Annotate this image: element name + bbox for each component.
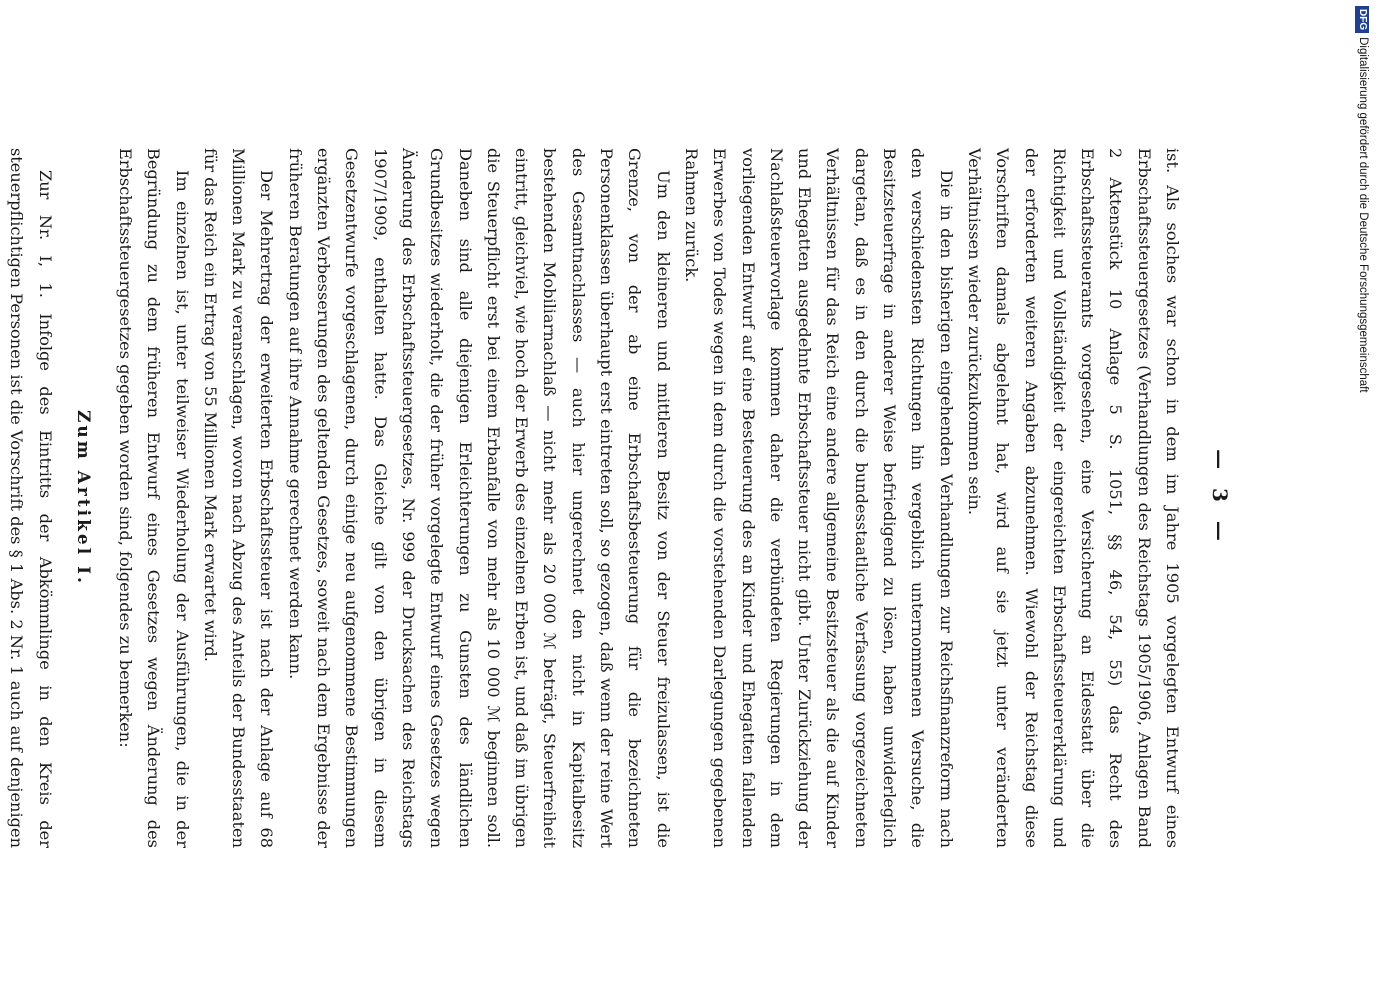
paragraph-2: Die in den bisherigen eingehenden Verhandlungen zur Reichsfinanzreform nach den verschiedensten Richtungen hin vergeblich unternommenen Versuche, die Besitzsteuerfrage in anderer Weise befriedigend zu lösen, haben unwiderleglich dargetan, daß es in den durch die bundesstaatliche Verfassung vorgezeichneten Verhältnissen für das Reich eine andere allgemeine Besitzsteuer als die auf Kinder und Ehegatten ausgedehnte Erbschaftssteuer nicht gibt. Unter Zurückziehung der Nachlaßsteuervorlage kommen daher die verbündeten Regierungen in dem vorliegenden Entwurf auf eine Besteuerung des an Kinder und Ehegatten fallenden Erwerbes von Todes wegen in dem durch die vorstehenden Darlegungen gegebenen Rahmen zurück.	[681, 148, 956, 848]
dfg-logo-icon: DFG	[1355, 6, 1369, 33]
paragraph-4: Der Mehrertrag der erweiterten Erbschaftssteuer ist nach der Anlage auf 68 Millionen Mark zu veranschlagen, wovon nach Abzug des Anteils der Bundesstaaten für das Reich ein Ertrag von 55 Millionen Mark erwartet wird.	[200, 148, 277, 848]
section-paragraph: Zur Nr. I, 1. Infolge des Eintritts der Abkömmlinge in den Kreis der steuerpflichtigen Personen ist die Vorschrift des § 1 Abs. 2 Nr. 1 auch auf denjenigen	[7, 148, 55, 848]
paragraph-5: Im einzelnen ist, unter teilweiser Wiederholung der Ausführungen, die in der Begründung zu dem früheren Entwurf eines Gesetzes wegen Änderung des Erbschaftssteuergesetzes gegeben worden sind, folgendes zu bemerken:	[116, 148, 192, 848]
credit-text: Digitalisierung gefördert durch die Deutsche Forschungsgemeinschaft	[1357, 37, 1369, 393]
paragraph-1: ist. Als solches war schon in dem im Jahre 1905 vorgelegten Entwurf eines Erbschaftssteuergesetzes (Verhandlungen des Reichstags 1905/1906, Anlagen Band 2 Aktenstück 10 Anlage 5 S. 1051, §§ 46, 54, 55) das Recht des Erbschaftssteueramts vorgesehen, eine Versicherung an Eidesstatt über die Richtigkeit und Vollständigkeit der eingereichten Erbschaftssteuererklärung und der erforderten weiteren Angaben abzunehmen. Wiewohl der Reichstag diese Vorschriften damals abgelehnt hat, wird auf sie jetzt unter veränderten Verhältnissen wieder zurückzukommen sein.	[964, 148, 1182, 848]
digitization-credit	[1356, 6, 1370, 786]
section-heading: Zum Artikel I.	[72, 410, 93, 586]
rotated-page	[7, 148, 1232, 848]
page-number-header: — 3 —	[1208, 449, 1232, 547]
paragraph-3: Um den kleineren und mittleren Besitz von der Steuer freizulassen, ist die Grenze, von der ab eine Erbschaftsbesteuerung für die bezeichneten Personenklassen überhaupt erst eintreten soll, so gezogen, daß wenn der reine Wert des Gesamtnachlasses — auch hier ungerechnet den nicht in Kapitalbesitz bestehenden Mobiliarnachlaß — nicht mehr als 20 000 ℳ beträgt, Steuerfreiheit eintritt, gleichviel, wie hoch der Erwerb des einzelnen Erben ist, und daß im übrigen die Steuerpflicht erst bei einem Erbanfalle von mehr als 10 000 ℳ beginnen soll. Daneben sind alle diejenigen Erleichterungen zu Gunsten des ländlichen Grundbesitzes wiederholt, die der früher vorgelegte Entwurf eines Gesetzes wegen Änderung des Erbschaftssteuergesetzes, Nr. 999 der Drucksachen des Reichstags 1907/1909, enthalten hatte. Das Gleiche gilt von den übrigen in diesem Gesetzentwurfe vorgeschlagenen, durch einige neu aufgenommene Bestimmungen ergänzten Verbesserungen des geltenden Gesetzes, soweit nach dem Ergebnisse der früheren Beratungen auf ihre Annahme gerechnet werden kann.	[285, 148, 673, 848]
